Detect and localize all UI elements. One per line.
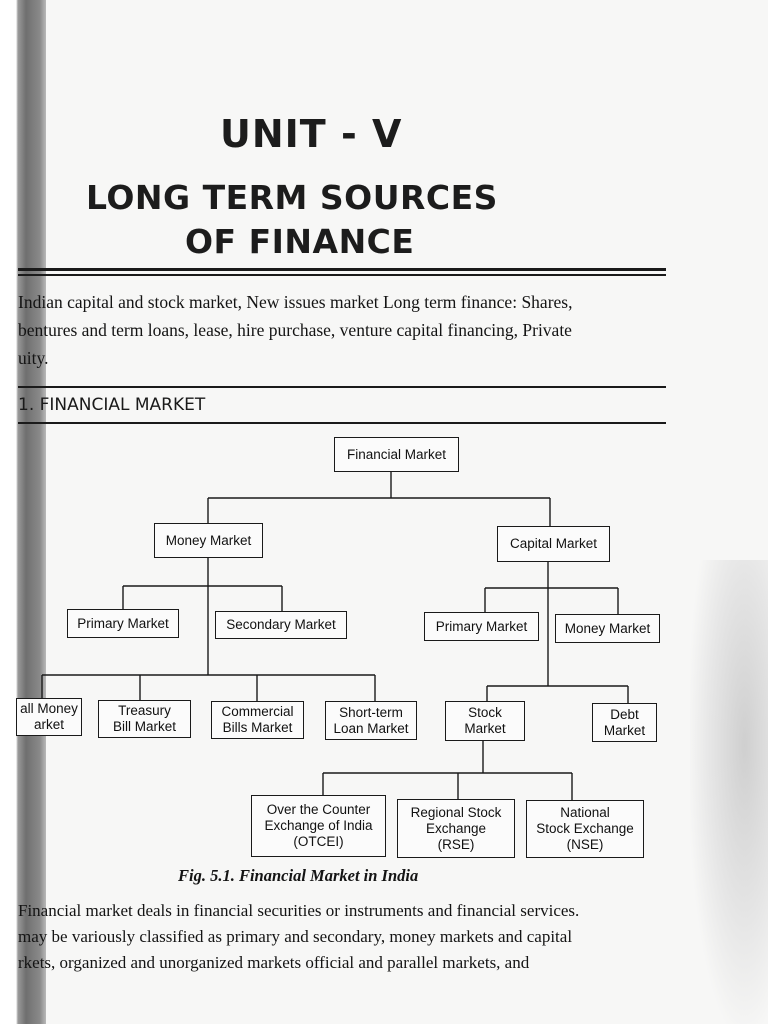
node-otcei: Over the Counter Exchange of India (OTCEI): [251, 795, 386, 857]
chapter-title-line-2: OF FINANCE: [185, 222, 415, 261]
syllabus-line: bentures and term loans, lease, hire purchase, venture capital financing, Private: [18, 320, 572, 340]
node-money-market: Money Market: [154, 523, 263, 558]
node-short-term-loan-market: Short-term Loan Market: [325, 701, 417, 740]
node-call-money-market: all Money arket: [16, 698, 82, 736]
node-cm-primary-market: Primary Market: [424, 612, 539, 641]
syllabus-line: uity.: [18, 348, 49, 368]
section-title: 1. FINANCIAL MARKET: [18, 395, 206, 415]
node-capital-market: Capital Market: [497, 526, 610, 562]
body-line: Financial market deals in financial securities or instruments and financial services.: [18, 901, 580, 920]
node-debt-market: Debt Market: [592, 703, 657, 742]
node-financial-market: Financial Market: [334, 437, 459, 472]
node-nse: National Stock Exchange (NSE): [526, 800, 644, 858]
node-treasury-bill-market: Treasury Bill Market: [98, 700, 191, 738]
chapter-title-line-1: LONG TERM SOURCES: [86, 178, 498, 217]
body-line: may be variously classified as primary and secondary, money markets and capital: [18, 927, 573, 946]
syllabus-line: Indian capital and stock market, New issues market Long term finance: Shares,: [18, 292, 573, 312]
body-line: rkets, organized and unorganized markets official and parallel markets, and: [18, 953, 530, 972]
node-cm-money-market: Money Market: [555, 614, 660, 643]
node-commercial-bills-market: Commercial Bills Market: [211, 701, 304, 739]
body-text: [18, 898, 663, 976]
figure-caption: Fig. 5.1. Financial Market in India: [178, 866, 419, 885]
node-stock-market: Stock Market: [445, 701, 525, 741]
node-mm-secondary-market: Secondary Market: [215, 611, 347, 639]
node-rse: Regional Stock Exchange (RSE): [397, 799, 515, 858]
node-mm-primary-market: Primary Market: [67, 609, 179, 638]
unit-heading: UNIT - V: [220, 112, 403, 156]
